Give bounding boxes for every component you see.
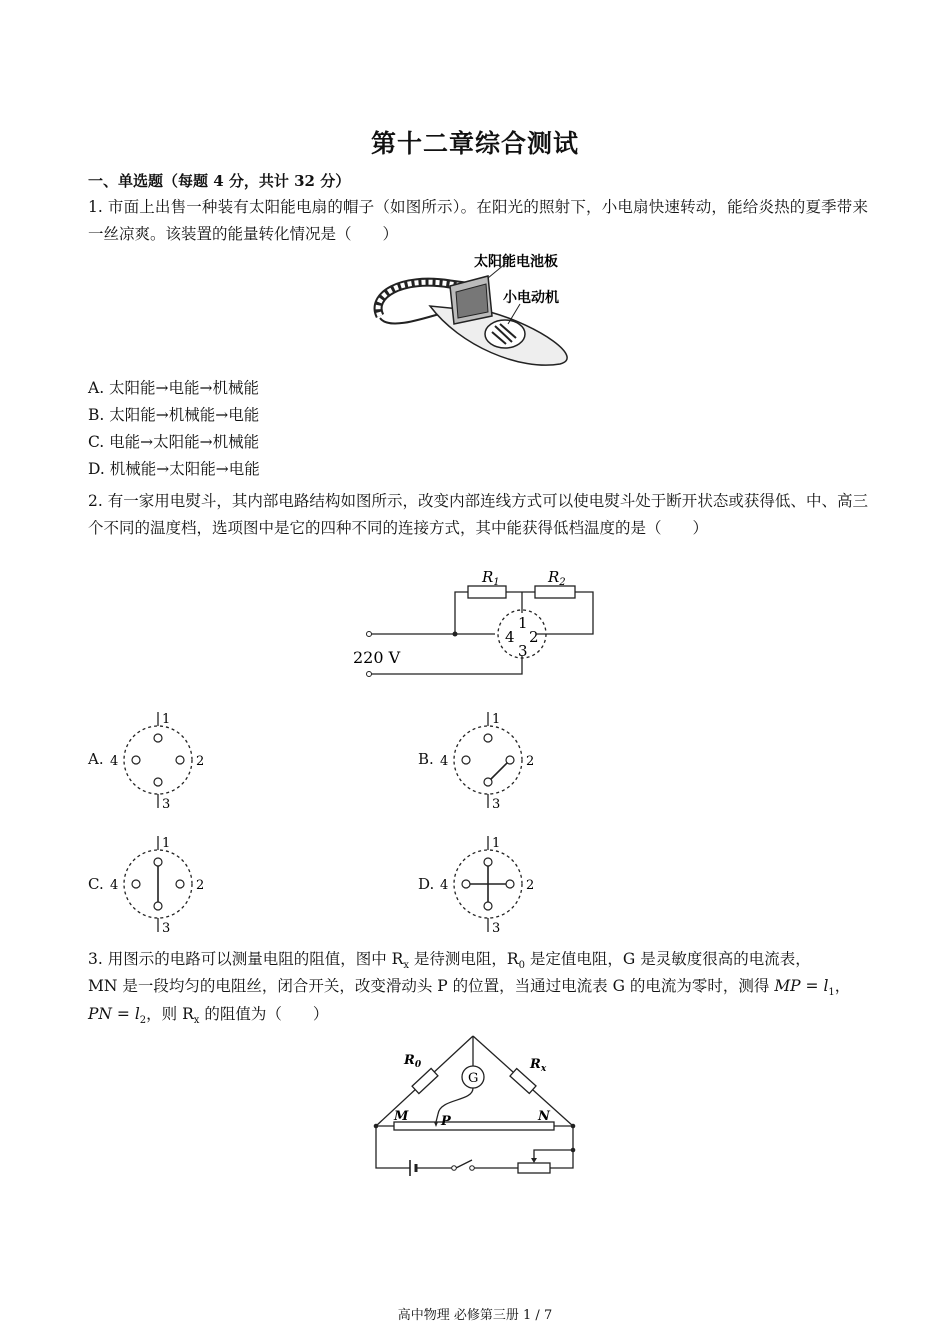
q3-line3-math-sub: 2	[139, 1015, 147, 1027]
r0-sub: 0	[414, 1060, 422, 1070]
q3-line1-b: 是待测电阻，R	[408, 950, 519, 968]
bridge-circuit-figure	[368, 1032, 586, 1184]
n-label: N	[538, 1109, 550, 1124]
q2-option-a-label[interactable]: A.	[88, 750, 104, 768]
q1-option-d[interactable]: D. 机械能→太阳能→电能	[88, 460, 260, 478]
r1-label: R	[482, 568, 494, 586]
solar-hat-figure	[370, 246, 590, 376]
q3-line2-a: MN 是一段均匀的电阻丝，闭合开关，改变滑动头 P 的位置，当通过电流表 G 的电流为零时，测得	[88, 977, 775, 995]
svg-text:R2	[547, 568, 566, 588]
q2-option-b-diagram[interactable]	[434, 708, 544, 812]
r2-label: R	[548, 568, 560, 586]
q1-option-a[interactable]: A. 太阳能→电能→机械能	[88, 379, 260, 397]
q2-option-b-label[interactable]: B.	[418, 750, 434, 768]
rx-label: R	[530, 1057, 541, 1072]
q2-option-c-label[interactable]: C.	[88, 875, 104, 893]
svg-text:4: 4	[110, 878, 119, 893]
r2-sub: 2	[559, 577, 566, 588]
svg-text:4: 4	[110, 754, 119, 769]
r1-sub: 1	[493, 577, 500, 588]
q2-option-d-label[interactable]: D.	[418, 875, 435, 893]
q3-line3-end: 的阻值为（ ）	[199, 1005, 329, 1023]
q2-option-a-diagram[interactable]	[104, 708, 214, 812]
page-footer: 高中物理 必修第三册 1 / 7	[397, 1308, 553, 1323]
voltage-label: 220 V	[353, 648, 401, 667]
rx-sub: x	[540, 1064, 547, 1074]
node-3-label: 3	[518, 642, 528, 660]
q3-line1-sub2: 0	[518, 960, 525, 972]
svg-text:R1	[481, 568, 500, 588]
svg-text:2: 2	[526, 878, 535, 893]
svg-text:1: 1	[162, 836, 171, 851]
q1-option-c[interactable]: C. 电能→太阳能→机械能	[88, 433, 260, 451]
svg-text:1: 1	[492, 836, 501, 851]
q3-line3-sub: x	[193, 1015, 200, 1027]
section-heading: 一、单选题（每题 4 分，共计 32 分）	[88, 172, 351, 190]
node-1-label: 1	[518, 614, 528, 632]
page-title: 第十二章综合测试	[370, 129, 579, 158]
svg-text:2: 2	[196, 754, 205, 769]
iron-circuit-figure	[345, 560, 615, 685]
node-2-label: 2	[529, 628, 539, 646]
q3-line1-c: 是定值电阻，G 是灵敏度很高的电流表，	[524, 950, 811, 968]
r0-label: R	[404, 1053, 415, 1068]
svg-text:3: 3	[492, 797, 501, 812]
q1-option-b[interactable]: B. 太阳能→机械能→电能	[88, 406, 260, 424]
q3-line1-sub: x	[403, 960, 409, 972]
m-label: M	[394, 1109, 409, 1124]
q3-line2-math: MP = l	[774, 977, 829, 995]
svg-text:Rx	[529, 1057, 547, 1074]
svg-text:3: 3	[162, 797, 171, 812]
galvanometer-label: G	[468, 1071, 479, 1086]
question-3-line-3	[88, 1001, 868, 1034]
q3-line2-math-sub: 1	[828, 987, 835, 999]
q2-option-c-diagram[interactable]	[104, 832, 214, 936]
motor-label: 小电动机	[503, 290, 559, 306]
question-1-text: 1. 市面上出售一种装有太阳能电扇的帽子（如图所示）。在阳光的照射下，小电扇快速转动，能给炎热的夏季带来一丝凉爽。该装置的能量转化情况是（ ）	[88, 198, 868, 243]
svg-text:R0	[403, 1053, 422, 1070]
svg-text:3: 3	[162, 921, 171, 936]
svg-text:1: 1	[492, 712, 501, 727]
p-label: P	[441, 1114, 451, 1129]
node-4-label: 4	[505, 628, 515, 646]
svg-text:3: 3	[492, 921, 501, 936]
q2-option-d-diagram[interactable]	[434, 832, 544, 936]
q3-line3-a: ，则 R	[146, 1005, 194, 1023]
svg-text:2: 2	[196, 878, 205, 893]
question-2-text: 2. 有一家用电熨斗，其内部电路结构如图所示，改变内部连线方式可以使电熨斗处于断开状态或获得低、中、高三个不同的温度档，选项图中是它的四种不同的连接方式，其中能获得低档温度的是（ ）	[88, 492, 868, 537]
svg-text:2: 2	[526, 754, 535, 769]
q3-line1-a: 3. 用图示的电路可以测量电阻的阻值，图中 R	[88, 950, 404, 968]
q3-line2-end: ，	[834, 977, 851, 995]
svg-text:1: 1	[162, 712, 171, 727]
solar-panel-label: 太阳能电池板	[474, 254, 558, 270]
q3-line3-math: PN = l	[88, 1005, 140, 1023]
svg-text:4: 4	[440, 754, 449, 769]
svg-text:4: 4	[440, 878, 449, 893]
